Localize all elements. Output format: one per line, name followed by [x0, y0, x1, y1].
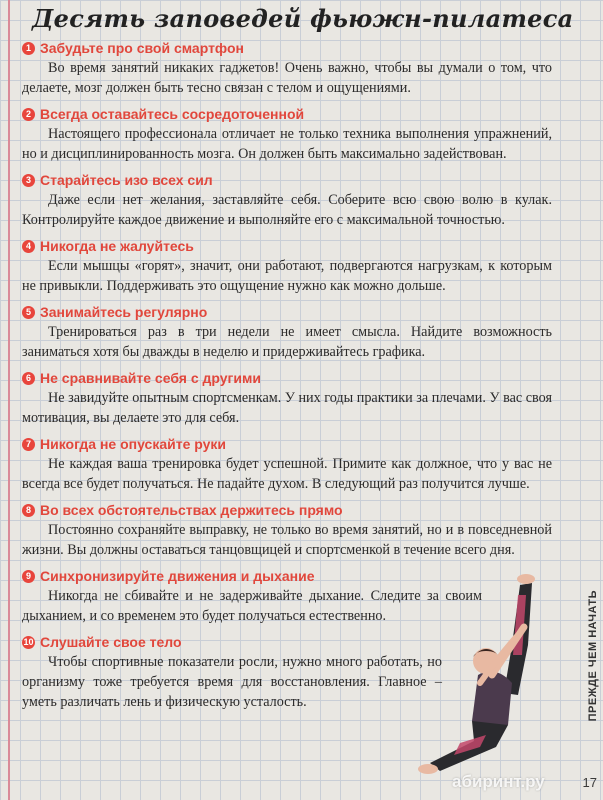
number-badge: 1	[22, 42, 35, 55]
rule-text: Даже если нет желания, заставляйте себя. Соберите всю свою волю в кулак. Контролируйте каждое движение и выполняйте его с максимальной точностью.	[22, 192, 552, 228]
rule-text: Во время занятий никаких гаджетов! Очень важно, чтобы вы думали о том, что делаете, мозг должен быть тесно связан с телом и ощущениями.	[22, 60, 552, 96]
rule-head	[22, 436, 552, 452]
number-badge: 5	[22, 306, 35, 319]
rule-title: Всегда оставайтесь сосредоточенной	[40, 106, 305, 122]
number-badge: 9	[22, 570, 35, 583]
rule-text: Никогда не сбивайте и не задерживайте дыхание. Следите за своим дыханием, и со временем это будет получаться естественно.	[22, 588, 482, 624]
section-side-label: ПРЕЖДЕ ЧЕМ НАЧАТЬ	[587, 590, 599, 722]
rule-3	[22, 172, 552, 230]
rule-text: Если мышцы «горят», значит, они работают, подвергаются нагрузкам, к которым не привыкли. Поддерживать это ощущение нужно как можно дольше.	[22, 258, 552, 294]
rule-6	[22, 370, 552, 428]
number-badge: 8	[22, 504, 35, 517]
watermark-logo: абиринт.ру	[452, 772, 545, 791]
number-badge: 10	[23, 637, 34, 647]
rule-title: Слушайте свое тело	[40, 634, 182, 650]
rule-title: Не сравнивайте себя с другими	[40, 370, 261, 386]
number-badge: 4	[22, 240, 35, 253]
number-badge: 3	[22, 174, 35, 187]
rule-text: Не завидуйте опытным спортсменкам. У них годы практики за плечами. У вас своя мотивация, вы делаете это для себя.	[22, 390, 552, 426]
rule-head	[22, 502, 552, 518]
rule-2	[22, 106, 552, 164]
rule-text: Не каждая ваша тренировка будет успешной. Примите как должное, что у вас не всегда все будет получаться. Не падайте духом. В следующий раз получится лучше.	[22, 456, 552, 492]
rule-1	[22, 40, 552, 98]
rule-title: Забудьте про свой смартфон	[40, 40, 244, 56]
number-badge: 7	[22, 438, 35, 451]
rule-7	[22, 436, 552, 494]
rule-text: Чтобы спортивные показатели росли, нужно много работать, но организму тоже требуется время для восстановления. Главное – уметь различать лень и физическую усталость.	[22, 654, 442, 710]
rule-head	[22, 370, 552, 386]
rule-title: Синхронизируйте движения и дыхание	[40, 568, 315, 584]
rule-title: Во всех обстоятельствах держитесь прямо	[40, 502, 343, 518]
rule-text: Настоящего профессионала отличает не только техника выполнения упражнений, но и дисциплинированность мозга. Он должен быть максимально задействован.	[22, 126, 552, 162]
pilates-woman-illustration	[400, 565, 570, 780]
rule-head	[22, 40, 552, 56]
rule-4	[22, 238, 552, 296]
rule-title: Никогда не жалуйтесь	[40, 238, 194, 254]
rule-title: Никогда не опускайте руки	[40, 436, 227, 452]
number-badge: 2	[22, 108, 35, 121]
rule-5	[22, 304, 552, 362]
rule-head	[22, 172, 552, 188]
rule-head	[22, 304, 552, 320]
rule-head	[22, 238, 552, 254]
page-title: Десять заповедей фьюжн-пилатеса	[32, 4, 574, 33]
number-badge: 6	[22, 372, 35, 385]
rule-title: Занимайтесь регулярно	[40, 304, 208, 320]
rule-text: Тренироваться раз в три недели не имеет смысла. Найдите возможность заниматься хотя бы дважды в неделю и придерживайтесь графика.	[22, 324, 552, 360]
rule-8	[22, 502, 552, 560]
rule-head	[22, 106, 552, 122]
page-number: 17	[582, 775, 597, 790]
rule-text: Постоянно сохраняйте выправку, не только во время занятий, но и в повседневной жизни. Вы должны оставаться танцовщицей и спортсменкой в течение всего дня.	[22, 522, 552, 558]
rule-title: Старайтесь изо всех сил	[40, 172, 213, 188]
margin-line	[8, 0, 10, 800]
